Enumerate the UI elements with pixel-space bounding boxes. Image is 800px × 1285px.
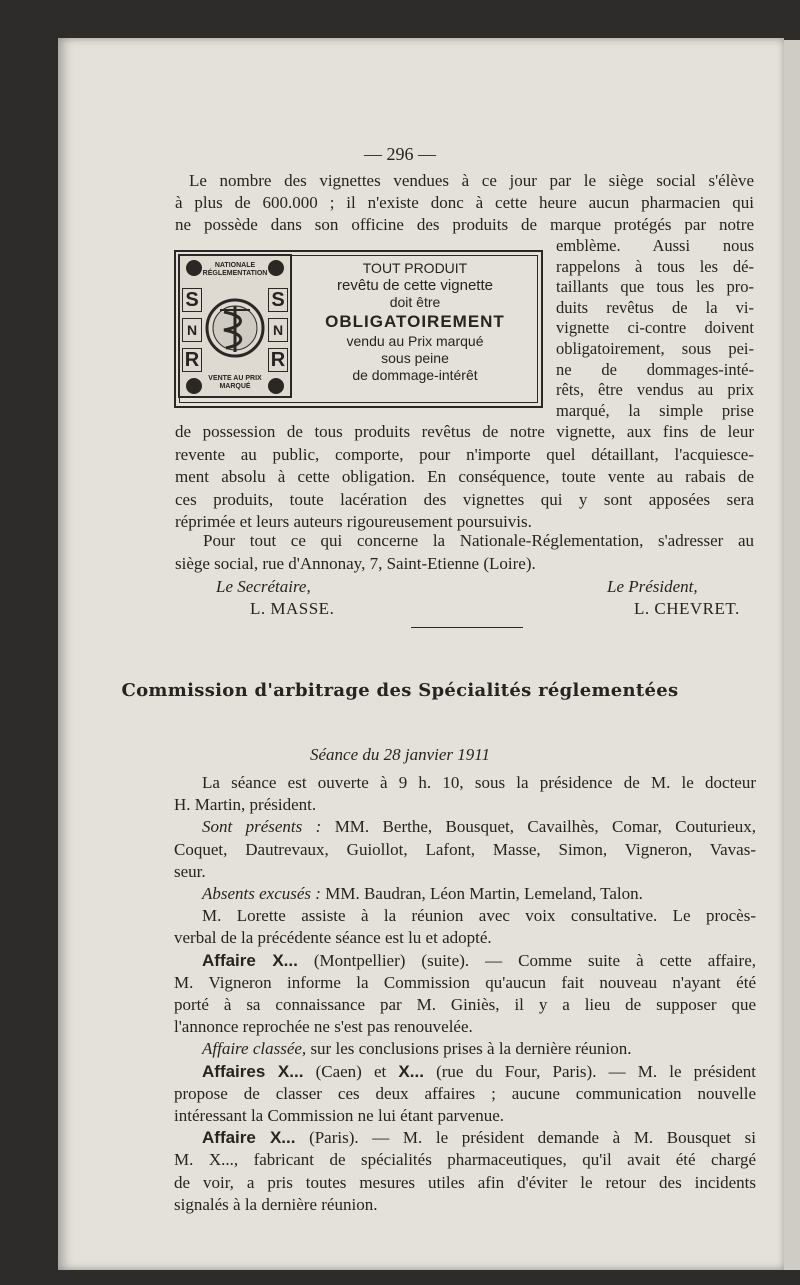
vignette-line: vendu au Prix marqué xyxy=(346,333,484,349)
intro-paragraph xyxy=(175,170,754,236)
text-line xyxy=(174,950,756,972)
text-line: ne possède dans son officine des produits de marque protégés par notre xyxy=(175,215,754,234)
seance-date: Séance du 28 janvier 1911 xyxy=(309,745,491,764)
text-line xyxy=(174,1038,756,1060)
seal-letter: S xyxy=(268,288,288,312)
obligation-paragraph xyxy=(175,421,754,534)
affaire-label: Affaire X... xyxy=(202,950,298,970)
text-line: M. Lorette assiste à la réunion avec voix consultative. Le procès- xyxy=(202,906,756,926)
text-line: Le nombre des vignettes vendues à ce jour par le siège social s'élève xyxy=(189,171,754,190)
seal-letter: N xyxy=(268,318,288,342)
text-line: M. Vigneron informe la Commission qu'aucun fait nouveau n'ayant été xyxy=(174,972,756,992)
classee-text: sur les conclusions prises à la dernière réunion. xyxy=(306,1039,632,1059)
text-line: de possession de tous produits revêtus de notre vignette, aux fins de leur xyxy=(175,422,754,441)
vignette-seal xyxy=(178,254,292,398)
text-line: emblème. Aussi nous xyxy=(556,236,754,255)
text-line: l'annonce reprochée ne s'est pas renouvelée. xyxy=(174,1017,473,1037)
seal-letter: R xyxy=(268,348,288,372)
affaire-label: Affaire X... xyxy=(202,1128,296,1148)
text-line: La séance est ouverte à 9 h. 10, sous la présidence de M. le docteur xyxy=(202,773,756,792)
absent-text: MM. Baudran, Léon Martin, Lemeland, Talon. xyxy=(320,884,643,904)
text-line: ces produits, toute lacération des vignettes qui y sont apposées sera xyxy=(175,489,754,509)
vignette-text xyxy=(302,260,528,384)
present-label: Sont présents : xyxy=(202,817,322,837)
affaires-text: (Caen) et xyxy=(303,1061,399,1081)
text-line: signalés à la dernière réunion. xyxy=(174,1194,378,1214)
president-role: Le Président, xyxy=(607,577,698,596)
secretary-name: L. MASSE. xyxy=(250,599,335,618)
seal-letter: N xyxy=(182,318,202,342)
text-line: vignette ci-contre doivent xyxy=(556,318,754,338)
text-line xyxy=(174,816,756,838)
seal-letter: S xyxy=(182,288,202,312)
text-line: siège social, rue d'Annonay, 7, Saint-Etienne (Loire). xyxy=(175,553,536,573)
text-line: à plus de 600.000 ; il n'existe donc à cette heure aucun pharmacien qui xyxy=(175,193,754,212)
vignette-line: de dommage-intérêt xyxy=(352,367,478,383)
vignette-line: TOUT PRODUIT xyxy=(362,260,468,276)
text-line: intéressant la Commission ne lui étant parvenue. xyxy=(174,1106,505,1126)
text-line: ment absolu à cette obligation. En conséquence, toute vente au rabais de xyxy=(175,467,754,487)
text-line: revente au public, comporte, pour n'importe quel détaillant, l'acquiesce- xyxy=(175,444,754,464)
text-line: taillants que tous les pro- xyxy=(556,277,754,297)
text-line xyxy=(174,883,756,905)
affaires-label: Affaires X... xyxy=(202,1061,304,1081)
text-line: H. Martin, président. xyxy=(174,795,317,815)
text-line xyxy=(174,1127,756,1149)
contact-paragraph xyxy=(175,530,754,575)
text-line xyxy=(174,1061,756,1083)
president-name: L. CHEVRET. xyxy=(634,599,740,618)
present-text: MM. Berthe, Bousquet, Cavailhès, Comar, Couturieux, xyxy=(321,817,756,837)
secretary-role: Le Secrétaire, xyxy=(216,577,311,596)
section-divider xyxy=(411,627,523,628)
affaires-label-2: X... xyxy=(398,1061,424,1081)
text-line: marqué, la simple prise xyxy=(556,400,754,420)
vignette-emphasis: OBLIGATOIREMENT xyxy=(325,312,505,331)
section-heading: Commission d'arbitrage des Spécialités réglementées xyxy=(121,680,679,701)
text-line: seur. xyxy=(174,861,206,881)
seal-top-text: NATIONALE RÉGLEMENTATION xyxy=(202,262,268,277)
text-line: de voir, a pris toutes mesures utiles afin d'éviter le retour des incidents xyxy=(174,1172,756,1192)
text-line: Pour tout ce qui concerne la Nationale-Réglementation, s'adresser au xyxy=(203,531,754,550)
page-number: — 296 — xyxy=(364,144,436,164)
text-line: Coquet, Dautrevaux, Guiollot, Lafont, Masse, Simon, Vigneron, Vavas- xyxy=(174,839,756,859)
affaires-text: (rue du Four, Paris). — M. le président xyxy=(423,1061,756,1081)
affaire-text: (Montpellier) (suite). — Comme suite à cette affaire, xyxy=(297,950,756,970)
vignette-line: doit être xyxy=(389,294,441,310)
text-line: porté à sa connaissance par M. Giniès, il y a lieu de supposer que xyxy=(174,995,756,1015)
text-line: ne de dommages-inté- xyxy=(556,359,754,379)
classee-label: Affaire classée, xyxy=(202,1039,307,1059)
affaire-text: (Paris). — M. le président demande à M. Bousquet si xyxy=(295,1128,756,1148)
text-line: propose de classer ces deux affaires ; aucune communication nouvelle xyxy=(174,1083,756,1103)
vignette-line: sous peine xyxy=(381,350,449,366)
text-line: M. X..., fabricant de spécialités pharmaceutiques, qu'il avait été chargé xyxy=(174,1150,756,1170)
seal-bottom-text: VENTE AU PRIX MARQUÉ xyxy=(208,375,262,390)
absent-label: Absents excusés : xyxy=(202,884,321,904)
text-line: réprimée et leurs auteurs rigoureusement poursuivis. xyxy=(175,512,532,532)
text-line: duits revêtus de la vi- xyxy=(556,297,754,317)
side-column xyxy=(556,236,754,421)
seal-letter: R xyxy=(182,348,202,372)
vignette-box xyxy=(174,250,543,408)
text-line: verbal de la précédente séance est lu et adopté. xyxy=(174,928,492,948)
text-line: rêts, être vendus au prix xyxy=(556,380,754,400)
text-line: obligatoirement, sous pei- xyxy=(556,338,754,358)
vignette-line: revêtu de cette vignette xyxy=(337,277,493,294)
minutes-body xyxy=(174,772,756,1216)
next-page-edge xyxy=(784,40,800,1270)
text-line: rappelons à tous les dé- xyxy=(556,256,754,276)
